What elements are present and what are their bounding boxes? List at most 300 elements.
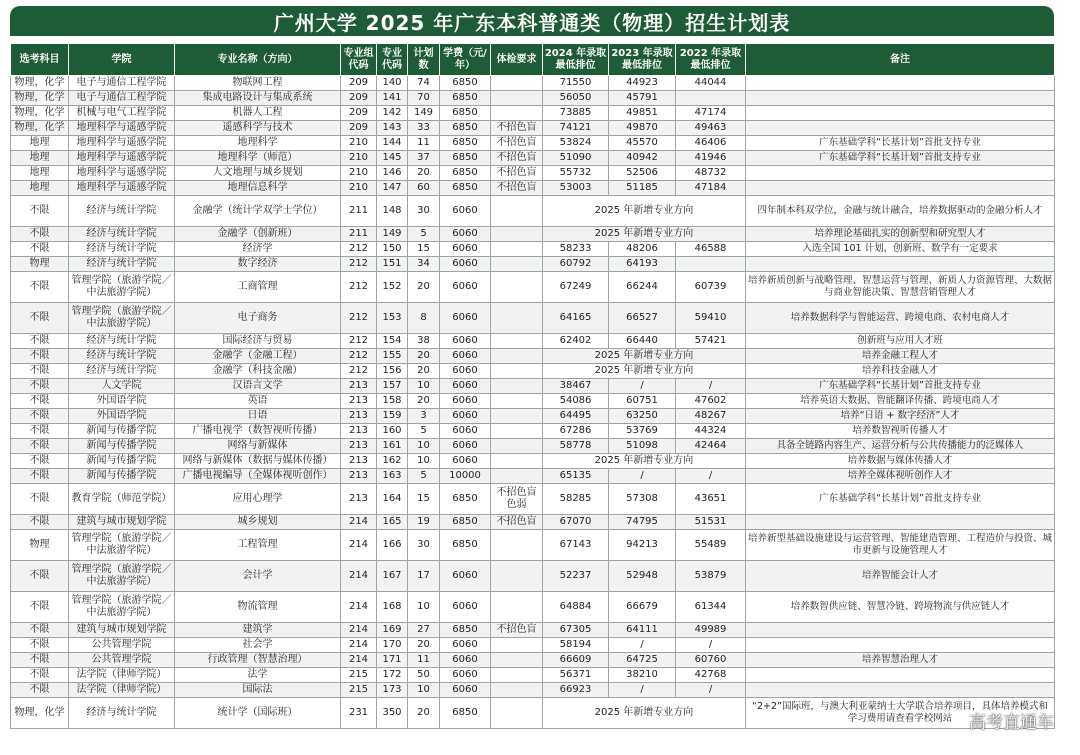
subject-cell: 不限 (11, 439, 69, 454)
fee-cell: 6060 (440, 439, 491, 454)
subject-cell: 不限 (11, 364, 69, 379)
group-code-cell: 212 (341, 242, 377, 257)
major-cell: 物联网工程 (175, 76, 341, 91)
note-cell: 培养全媒体视听创作人才 (746, 469, 1055, 484)
exam-cell (491, 668, 543, 683)
major-code-cell: 146 (377, 166, 408, 181)
note-cell (746, 181, 1055, 196)
table-row (11, 196, 1055, 227)
major-cell: 英语 (175, 394, 341, 409)
exam-cell: 不招色盲 (491, 136, 543, 151)
rank-2024-cell: 71550 (543, 76, 609, 91)
rank-2022-cell (676, 257, 746, 272)
header-exam: 体检要求 (491, 44, 543, 76)
table-row (11, 227, 1055, 242)
major-code-cell: 151 (377, 257, 408, 272)
exam-cell (491, 334, 543, 349)
rank-2024-cell: 53824 (543, 136, 609, 151)
header-row (11, 44, 1055, 76)
table-row (11, 257, 1055, 272)
college-cell: 经济与统计学院 (69, 364, 175, 379)
rank-2022-cell: 53879 (676, 561, 746, 592)
rank-2022-cell: 48732 (676, 166, 746, 181)
subject-cell: 地理 (11, 166, 69, 181)
college-cell: 机械与电气工程学院 (69, 106, 175, 121)
note-cell (746, 121, 1055, 136)
fee-cell: 6060 (440, 196, 491, 227)
rank-2022-cell: / (676, 638, 746, 653)
table-row (11, 683, 1055, 698)
rank-2024-cell: 54086 (543, 394, 609, 409)
major-code-cell: 170 (377, 638, 408, 653)
major-code-cell: 143 (377, 121, 408, 136)
rank-2024-cell: 56371 (543, 668, 609, 683)
fee-cell: 6060 (440, 592, 491, 623)
rank-2024-cell: 62402 (543, 334, 609, 349)
table-row (11, 623, 1055, 638)
college-cell: 经济与统计学院 (69, 257, 175, 272)
rank-2024-cell: 64165 (543, 303, 609, 334)
fee-cell: 6850 (440, 151, 491, 166)
major-code-cell: 173 (377, 683, 408, 698)
college-cell: 地理科学与遥感学院 (69, 121, 175, 136)
subject-cell: 不限 (11, 683, 69, 698)
fee-cell: 6850 (440, 484, 491, 515)
rank-2022-cell: / (676, 683, 746, 698)
major-cell: 日语 (175, 409, 341, 424)
subject-cell: 不限 (11, 623, 69, 638)
note-cell (746, 91, 1055, 106)
rank-2023-cell: 74795 (609, 515, 676, 530)
subject-cell: 不限 (11, 638, 69, 653)
subject-cell: 不限 (11, 196, 69, 227)
fee-cell: 6060 (440, 683, 491, 698)
fee-cell: 6060 (440, 303, 491, 334)
exam-cell (491, 561, 543, 592)
table-row (11, 394, 1055, 409)
major-code-cell: 161 (377, 439, 408, 454)
major-cell: 金融学（金融工程） (175, 349, 341, 364)
major-cell: 城乡规划 (175, 515, 341, 530)
major-cell: 电子商务 (175, 303, 341, 334)
college-cell: 经济与统计学院 (69, 349, 175, 364)
major-cell: 物流管理 (175, 592, 341, 623)
group-code-cell: 212 (341, 303, 377, 334)
college-cell: 人文学院 (69, 379, 175, 394)
subject-cell: 地理 (11, 136, 69, 151)
table-row (11, 136, 1055, 151)
note-cell: 培养金融工程人才 (746, 349, 1055, 364)
group-code-cell: 214 (341, 592, 377, 623)
fee-cell: 6060 (440, 561, 491, 592)
rank-2023-cell: 66679 (609, 592, 676, 623)
exam-cell: 不招色盲 (491, 121, 543, 136)
plan-cell: 30 (408, 530, 440, 561)
exam-cell (491, 454, 543, 469)
rank-2023-cell: 60751 (609, 394, 676, 409)
major-code-cell: 154 (377, 334, 408, 349)
rank-2024-cell: 74121 (543, 121, 609, 136)
major-code-cell: 141 (377, 91, 408, 106)
fee-cell: 6060 (440, 364, 491, 379)
rank-2023-cell: 94213 (609, 530, 676, 561)
major-cell: 网络与新媒体 (175, 439, 341, 454)
group-code-cell: 213 (341, 469, 377, 484)
header-rank-2023: 2023 年录取最低排位 (609, 44, 676, 76)
rank-2022-cell: 47184 (676, 181, 746, 196)
fee-cell: 6060 (440, 242, 491, 257)
rank-2022-cell: 55489 (676, 530, 746, 561)
rank-2022-cell: 41946 (676, 151, 746, 166)
plan-cell: 50 (408, 668, 440, 683)
college-cell: 经济与统计学院 (69, 196, 175, 227)
rank-2023-cell: 49870 (609, 121, 676, 136)
group-code-cell: 213 (341, 454, 377, 469)
exam-cell (491, 683, 543, 698)
group-code-cell: 213 (341, 484, 377, 515)
table-row (11, 242, 1055, 257)
note-cell: 培养英语大数据、智能翻译传播、跨境电商人才 (746, 394, 1055, 409)
plan-cell: 5 (408, 227, 440, 242)
group-code-cell: 212 (341, 272, 377, 303)
major-cell: 网络与新媒体（数据与媒体传播） (175, 454, 341, 469)
fee-cell: 6850 (440, 106, 491, 121)
fee-cell: 6850 (440, 181, 491, 196)
exam-cell (491, 257, 543, 272)
major-code-cell: 172 (377, 668, 408, 683)
fee-cell: 6850 (440, 76, 491, 91)
table-row (11, 76, 1055, 91)
subject-cell: 物理 (11, 530, 69, 561)
note-cell: 培养数智视听传播人才 (746, 424, 1055, 439)
group-code-cell: 213 (341, 409, 377, 424)
rank-2022-cell: 60739 (676, 272, 746, 303)
note-cell: 培养数智供应链、智慧冷链、跨境物流与供应链人才 (746, 592, 1055, 623)
college-cell: 法学院（律师学院） (69, 683, 175, 698)
rank-2024-cell: 52237 (543, 561, 609, 592)
rank-2024-cell: 58233 (543, 242, 609, 257)
rank-2022-cell: 61344 (676, 592, 746, 623)
major-cell: 建筑学 (175, 623, 341, 638)
major-cell: 金融学（创新班） (175, 227, 341, 242)
major-code-cell: 155 (377, 349, 408, 364)
note-cell: 广东基础学科“长基计划”首批支持专业 (746, 151, 1055, 166)
plan-cell: 19 (408, 515, 440, 530)
rank-2022-cell: 46406 (676, 136, 746, 151)
rank-2023-cell: 64111 (609, 623, 676, 638)
table-row (11, 439, 1055, 454)
plan-cell: 20 (408, 166, 440, 181)
college-cell: 新闻与传播学院 (69, 454, 175, 469)
rank-2023-cell: 48206 (609, 242, 676, 257)
major-cell: 国际法 (175, 683, 341, 698)
group-code-cell: 212 (341, 334, 377, 349)
watermark: 高考直通车 (969, 713, 1054, 733)
college-cell: 地理科学与遥感学院 (69, 136, 175, 151)
subject-cell: 不限 (11, 592, 69, 623)
table-body (11, 76, 1055, 729)
new-major-cell: 2025 年新增专业方向 (543, 454, 746, 469)
table-row (11, 364, 1055, 379)
fee-cell: 6850 (440, 166, 491, 181)
subject-cell: 不限 (11, 379, 69, 394)
college-cell: 公共管理学院 (69, 638, 175, 653)
note-cell: 创新班与应用人才班 (746, 334, 1055, 349)
group-code-cell: 213 (341, 394, 377, 409)
group-code-cell: 210 (341, 166, 377, 181)
table-row (11, 638, 1055, 653)
rank-2023-cell: / (609, 638, 676, 653)
group-code-cell: 214 (341, 515, 377, 530)
college-cell: 外国语学院 (69, 409, 175, 424)
college-cell: 管理学院（旅游学院／中法旅游学院） (69, 592, 175, 623)
fee-cell: 6060 (440, 454, 491, 469)
note-cell (746, 515, 1055, 530)
table-row (11, 484, 1055, 515)
college-cell: 管理学院（旅游学院／中法旅游学院） (69, 272, 175, 303)
rank-2022-cell (676, 91, 746, 106)
rank-2022-cell: 49989 (676, 623, 746, 638)
fee-cell: 6850 (440, 698, 491, 729)
major-code-cell: 142 (377, 106, 408, 121)
table-row (11, 151, 1055, 166)
group-code-cell: 210 (341, 181, 377, 196)
subject-cell: 不限 (11, 469, 69, 484)
rank-2024-cell: 64495 (543, 409, 609, 424)
college-cell: 新闻与传播学院 (69, 424, 175, 439)
note-cell: 培养“日语 + 数字经济”人才 (746, 409, 1055, 424)
rank-2024-cell: 67249 (543, 272, 609, 303)
exam-cell: 不招色盲 (491, 623, 543, 638)
major-code-cell: 168 (377, 592, 408, 623)
plan-cell: 33 (408, 121, 440, 136)
rank-2022-cell: 44044 (676, 76, 746, 91)
table-row (11, 592, 1055, 623)
rank-2024-cell: 58194 (543, 638, 609, 653)
rank-2022-cell: 47602 (676, 394, 746, 409)
plan-cell: 20 (408, 394, 440, 409)
major-cell: 汉语言文学 (175, 379, 341, 394)
major-code-cell: 149 (377, 227, 408, 242)
note-cell (746, 683, 1055, 698)
rank-2023-cell: / (609, 469, 676, 484)
major-cell: 金融学（统计学双学士学位） (175, 196, 341, 227)
fee-cell: 6060 (440, 334, 491, 349)
exam-cell (491, 242, 543, 257)
plan-cell: 20 (408, 272, 440, 303)
group-code-cell: 214 (341, 561, 377, 592)
note-cell: 广东基础学科“长基计划”首批支持专业 (746, 484, 1055, 515)
plan-cell: 30 (408, 196, 440, 227)
exam-cell (491, 530, 543, 561)
group-code-cell: 212 (341, 349, 377, 364)
table-row (11, 303, 1055, 334)
rank-2022-cell: 47174 (676, 106, 746, 121)
college-cell: 管理学院（旅游学院／中法旅游学院） (69, 303, 175, 334)
rank-2023-cell: 66440 (609, 334, 676, 349)
table-row (11, 424, 1055, 439)
fee-cell: 6060 (440, 379, 491, 394)
plan-cell: 11 (408, 136, 440, 151)
exam-cell (491, 379, 543, 394)
college-cell: 教育学院（师范学院） (69, 484, 175, 515)
table-row (11, 91, 1055, 106)
group-code-cell: 215 (341, 683, 377, 698)
fee-cell: 6060 (440, 272, 491, 303)
rank-2023-cell: 52506 (609, 166, 676, 181)
major-code-cell: 148 (377, 196, 408, 227)
plan-cell: 27 (408, 623, 440, 638)
note-cell: 培养新型基础设施建设与运营管理、智能建造管理、工程造价与投资、城市更新与设施管理人才 (746, 530, 1055, 561)
table-row (11, 379, 1055, 394)
note-cell: 培养理论基础扎实的创新型和研究型人才 (746, 227, 1055, 242)
subject-cell: 不限 (11, 334, 69, 349)
exam-cell (491, 653, 543, 668)
table-row (11, 698, 1055, 729)
subject-cell: 物理 (11, 257, 69, 272)
table-row (11, 349, 1055, 364)
plan-cell: 15 (408, 484, 440, 515)
table-row (11, 272, 1055, 303)
major-code-cell: 350 (377, 698, 408, 729)
rank-2024-cell: 67070 (543, 515, 609, 530)
fee-cell: 6850 (440, 530, 491, 561)
note-cell (746, 668, 1055, 683)
plan-cell: 5 (408, 469, 440, 484)
fee-cell: 6060 (440, 409, 491, 424)
college-cell: 管理学院（旅游学院／中法旅游学院） (69, 561, 175, 592)
table-row (11, 515, 1055, 530)
rank-2024-cell: 67286 (543, 424, 609, 439)
rank-2023-cell: 53769 (609, 424, 676, 439)
note-cell: 培养智慧治理人才 (746, 653, 1055, 668)
plan-cell: 10 (408, 683, 440, 698)
subject-cell: 不限 (11, 394, 69, 409)
group-code-cell: 209 (341, 106, 377, 121)
fee-cell: 10000 (440, 469, 491, 484)
major-code-cell: 158 (377, 394, 408, 409)
header-major-code: 专业代码 (377, 44, 408, 76)
rank-2023-cell: 45570 (609, 136, 676, 151)
college-cell: 经济与统计学院 (69, 227, 175, 242)
college-cell: 电子与通信工程学院 (69, 76, 175, 91)
major-code-cell: 160 (377, 424, 408, 439)
rank-2022-cell: 49463 (676, 121, 746, 136)
group-code-cell: 210 (341, 151, 377, 166)
rank-2023-cell: 66244 (609, 272, 676, 303)
subject-cell: 物理，化学 (11, 91, 69, 106)
table-row (11, 409, 1055, 424)
major-cell: 地理信息科学 (175, 181, 341, 196)
college-cell: 建筑与城市规划学院 (69, 515, 175, 530)
group-code-cell: 213 (341, 379, 377, 394)
exam-cell (491, 272, 543, 303)
group-code-cell: 212 (341, 257, 377, 272)
major-cell: 工程管理 (175, 530, 341, 561)
note-cell: 培养新质创新与战略管理、智慧运营与管理、新质人力资源管理、大数据与商业智能决策、智慧营销管理人才 (746, 272, 1055, 303)
college-cell: 新闻与传播学院 (69, 439, 175, 454)
plan-cell: 3 (408, 409, 440, 424)
rank-2024-cell: 66923 (543, 683, 609, 698)
note-cell: 四年制本科双学位，金融与统计融合，培养数据驱动的金融分析人才 (746, 196, 1055, 227)
rank-2023-cell: 45791 (609, 91, 676, 106)
rank-2022-cell: / (676, 379, 746, 394)
major-cell: 社会学 (175, 638, 341, 653)
exam-cell: 不招色盲 (491, 181, 543, 196)
subject-cell: 不限 (11, 272, 69, 303)
major-cell: 经济学 (175, 242, 341, 257)
rank-2022-cell: 59410 (676, 303, 746, 334)
group-code-cell: 214 (341, 623, 377, 638)
major-code-cell: 163 (377, 469, 408, 484)
header-plan: 计划数 (408, 44, 440, 76)
subject-cell: 物理，化学 (11, 698, 69, 729)
fee-cell: 6060 (440, 668, 491, 683)
plan-cell: 74 (408, 76, 440, 91)
major-code-cell: 159 (377, 409, 408, 424)
rank-2023-cell: / (609, 683, 676, 698)
note-cell: 培养智能会计人才 (746, 561, 1055, 592)
exam-cell (491, 424, 543, 439)
rank-2024-cell: 65135 (543, 469, 609, 484)
table-row (11, 106, 1055, 121)
group-code-cell: 213 (341, 439, 377, 454)
rank-2022-cell: 42464 (676, 439, 746, 454)
rank-2024-cell: 73885 (543, 106, 609, 121)
group-code-cell: 214 (341, 530, 377, 561)
plan-cell: 10 (408, 592, 440, 623)
table-row (11, 334, 1055, 349)
plan-cell: 149 (408, 106, 440, 121)
major-cell: 广播电视编导（全媒体视听创作） (175, 469, 341, 484)
exam-cell: 不招色盲 (491, 166, 543, 181)
college-cell: 法学院（律师学院） (69, 668, 175, 683)
plan-cell: 20 (408, 349, 440, 364)
note-cell (746, 638, 1055, 653)
note-cell (746, 623, 1055, 638)
group-code-cell: 214 (341, 638, 377, 653)
fee-cell: 6060 (440, 349, 491, 364)
header-group-code: 专业组代码 (341, 44, 377, 76)
header-major: 专业名称（方向） (175, 44, 341, 76)
new-major-cell: 2025 年新增专业方向 (543, 227, 746, 242)
header-college: 学院 (69, 44, 175, 76)
exam-cell (491, 106, 543, 121)
major-cell: 统计学（国际班） (175, 698, 341, 729)
rank-2022-cell: 60760 (676, 653, 746, 668)
plan-cell: 10 (408, 439, 440, 454)
plan-cell: 11 (408, 653, 440, 668)
subject-cell: 不限 (11, 409, 69, 424)
header-rank-2024: 2024 年录取最低排位 (543, 44, 609, 76)
note-cell: 培养数据与媒体传播人才 (746, 454, 1055, 469)
fee-cell: 6850 (440, 623, 491, 638)
major-code-cell: 157 (377, 379, 408, 394)
plan-cell: 8 (408, 303, 440, 334)
note-cell: 培养数据科学与智能运营、跨境电商、农村电商人才 (746, 303, 1055, 334)
rank-2022-cell: 51531 (676, 515, 746, 530)
group-code-cell: 211 (341, 227, 377, 242)
major-cell: 法学 (175, 668, 341, 683)
subject-cell: 不限 (11, 303, 69, 334)
table-row (11, 166, 1055, 181)
exam-cell (491, 227, 543, 242)
major-cell: 人文地理与城乡规划 (175, 166, 341, 181)
page-title: 广州大学 2025 年广东本科普通类（物理）招生计划表 (273, 10, 791, 35)
plan-cell: 17 (408, 561, 440, 592)
subject-cell: 不限 (11, 454, 69, 469)
exam-cell (491, 469, 543, 484)
